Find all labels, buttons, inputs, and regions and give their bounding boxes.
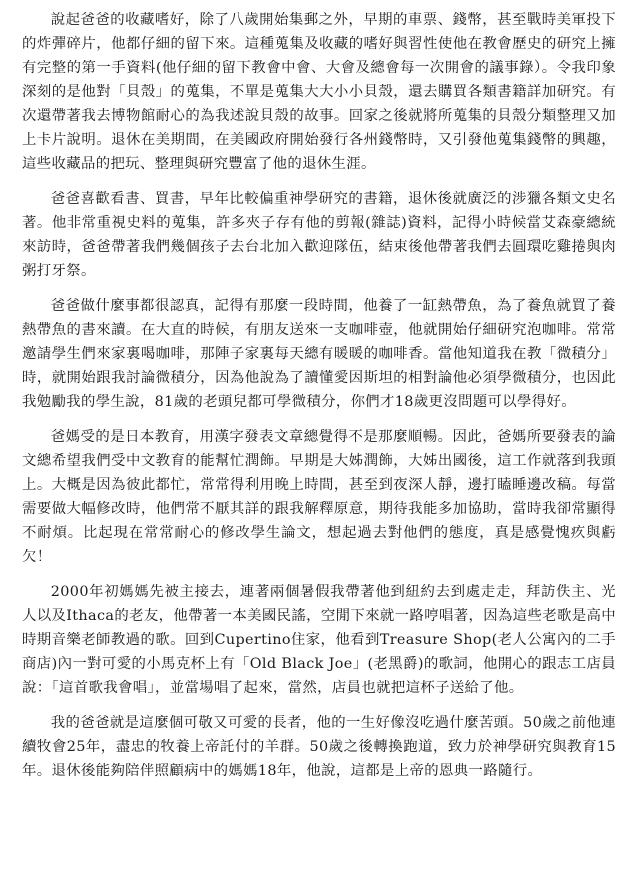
paragraph-editing-papers: 爸媽受的是日本教育，用漢字發表文章總覺得不是那麼順暢。因此，爸媽所要發表的論文總希望我們受中文教育的能幫忙潤飾。早期是大姊潤飾，大姊出國後，這工作就落到我頭上。大概是因為彼此都忙，常常得利用晚上時間，甚至到夜深人靜，邊打瞌睡邊改稿。每當需要做大幅修改時，他們常不厭其詳的跟我解釋原意，期待我能多加協助，當時我卻常顯得不耐煩。比起現在常常耐心的修改學生論文，想起過去對他們的態度，真是感覺愧疚與虧欠！ [22,429,616,565]
paragraph-closing: 我的爸爸就是這麼個可敬又可愛的長者，他的一生好像沒吃過什麼苦頭。50歲之前他連續牧會25年，盡忠的牧養上帝託付的羊群。50歲之後轉換跑道，致力於神學研究與教育15年。退休後能夠陪伴照顧病中的媽媽18年，他說，這都是上帝的恩典一路隨行。 [22,715,616,779]
paragraph-reading-books: 爸爸喜歡看書、買書，早年比較偏重神學研究的書籍，退休後就廣泛的涉獵各類文史名著。他非常重視史料的蒐集，許多夾子存有他的剪報(雜誌)資料，記得小時候當艾森豪總統來訪時，爸爸帶著我們幾個孩子去台北加入歡迎隊伍，結束後他帶著我們去圓環吃雞捲與肉粥打牙祭。 [22,191,616,279]
document-page [22,8,616,794]
paragraph-diligence-calculus: 爸爸做什麼事都很認真，記得有那麼一段時間，他養了一缸熱帶魚，為了養魚就買了養熱帶魚的書來讀。在大直的時候，有朋友送來一支咖啡壺，他就開始仔細研究泡咖啡。常常邀請學生們來家裏喝咖啡，那陣子家裏每天總有暖暖的咖啡香。當他知道我在教「微積分」時，就開始跟我討論微積分，因為他說為了讀懂愛因斯坦的相對論他必須學微積分，也因此我勉勵我的學生說，81歲的老頭兒都可學微積分，你們才18歲更沒問題可以學得好。 [22,298,616,410]
paragraph-collecting-hobby: 說起爸爸的收藏嗜好，除了八歲開始集郵之外，早期的車票、錢幣，甚至戰時美軍投下的炸彈碎片，他都仔細的留下來。這種蒐集及收藏的嗜好與習性使他在教會歷史的研究上擁有完整的第一手資料(他仔細的留下教會中會、大會及總會每一次開會的議事錄）。令我印象深刻的是他對「貝殼」的蒐集，不單是蒐集大大小小貝殼，還去購買各類書籍詳加研究。有次還帶著我去博物館耐心的為我述說貝殼的故事。回家之後就將所蒐集的貝殼分類整理又加上卡片說明。退休在美期間，在美國政府開始發行各州錢幣時，又引發他蒐集錢幣的興趣，這些收藏品的把玩、整理與研究豐富了他的退休生涯。 [22,12,616,172]
paragraph-travel-songs: 2000年初媽媽先被主接去，連著兩個暑假我帶著他到紐約去到處走走，拜訪佚主、光人以及Ithaca的老友，他帶著一本美國民謠，空閒下來就一路哼唱著，因為這些老歌是高中時期音樂老師教過的歌。回到Cupertino住家，他看到Treasure Shop(老人公寓內的二手商店)內一對可愛的小馬克杯上有「Old Black Joe」(老黑爵)的歌詞，他開心的跟志工店員說：「這首歌我會唱」，並當場唱了起來，當然，店員也就把這杯子送給了他。 [22,584,616,696]
